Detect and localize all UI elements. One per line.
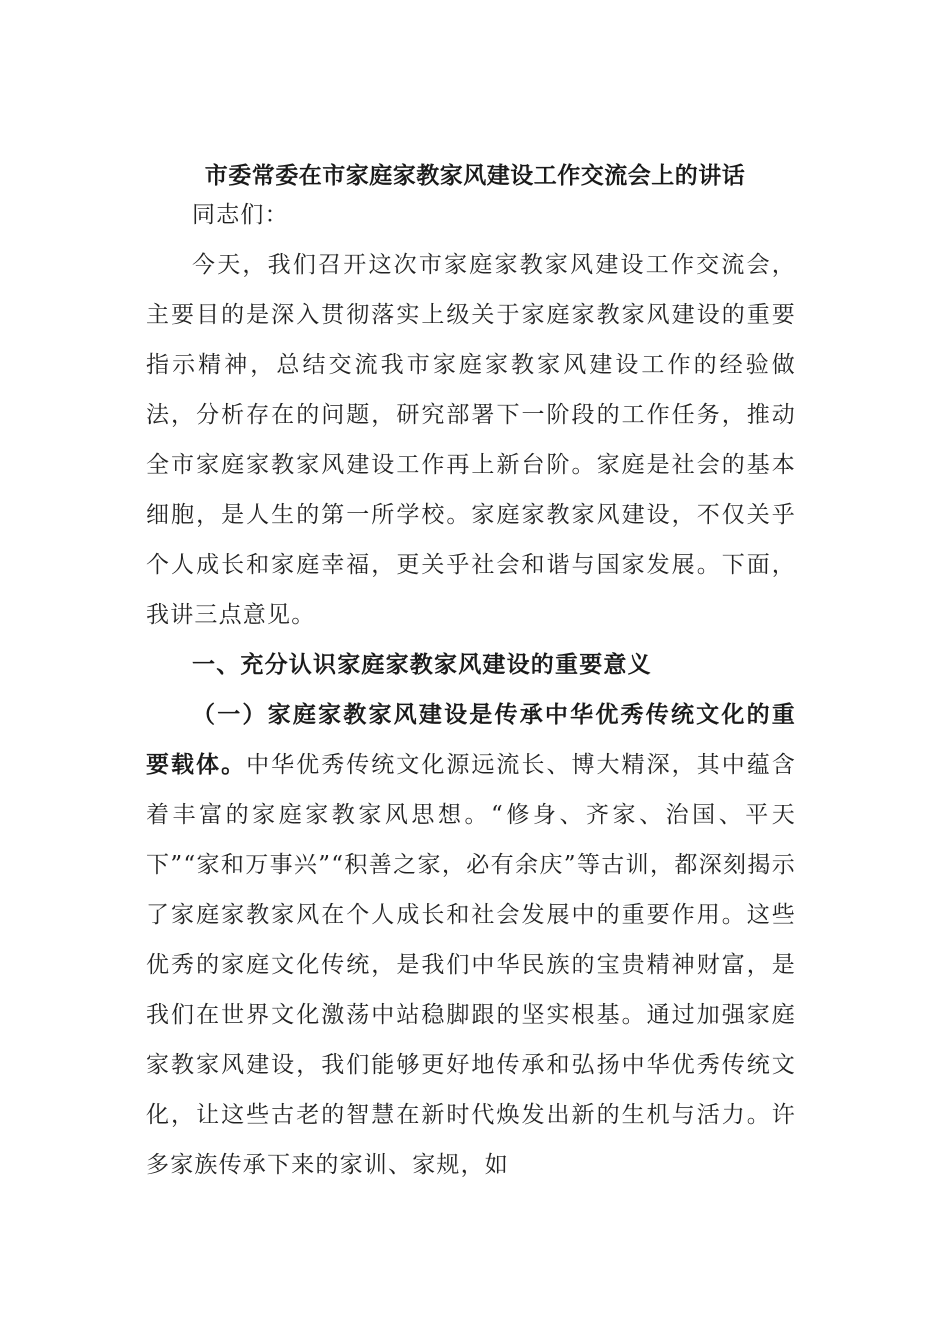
subsection-text-1: 中华优秀传统文化源远流长、博大精深，其中蕴含着丰富的家庭家教家风思想。“修身、齐家、治国、平天下”“家和万事兴”“积善之家，必有余庆”等古训，都深刻揭示了家庭家教家风在个人成长和社会发展中的重要作用。这些优秀的家庭文化传统，是我们中华民族的宝贵精神财富，是我们在世界文化激荡中站稳脚跟的坚实根基。通过加强家庭家教家风建设，我们能够更好地传承和弘扬中华优秀传统文化，让这些古老的智慧在新时代焕发出新的生机与活力。许多家族传承下来的家训、家规，如 [146,752,796,1178]
section-heading-1: 一、充分认识家庭家教家风建设的重要意义 [192,651,652,678]
salutation: 同志们： [192,202,289,228]
document-title: 市委常委在市家庭家教家风建设工作交流会上的讲话 [204,162,746,189]
subsection-heading-1: （一）家庭家教家风建设是传承中华优秀传统文化的重要载体。 [146,701,796,778]
document-body [146,190,796,1190]
intro-paragraph: 今天，我们召开这次市家庭家教家风建设工作交流会，主要目的是深入贯彻落实上级关于家庭家教家风建设的重要指示精神，总结交流我市家庭家教家风建设工作的经验做法，分析存在的问题，研究部署下一阶段的工作任务，推动全市家庭家教家风建设工作再上新台阶。家庭是社会的基本细胞，是人生的第一所学校。家庭家教家风建设，不仅关乎个人成长和家庭幸福，更关乎社会和谐与国家发展。下面，我讲三点意见。 [146,252,796,628]
subsection-paragraph-1 [146,690,796,1190]
